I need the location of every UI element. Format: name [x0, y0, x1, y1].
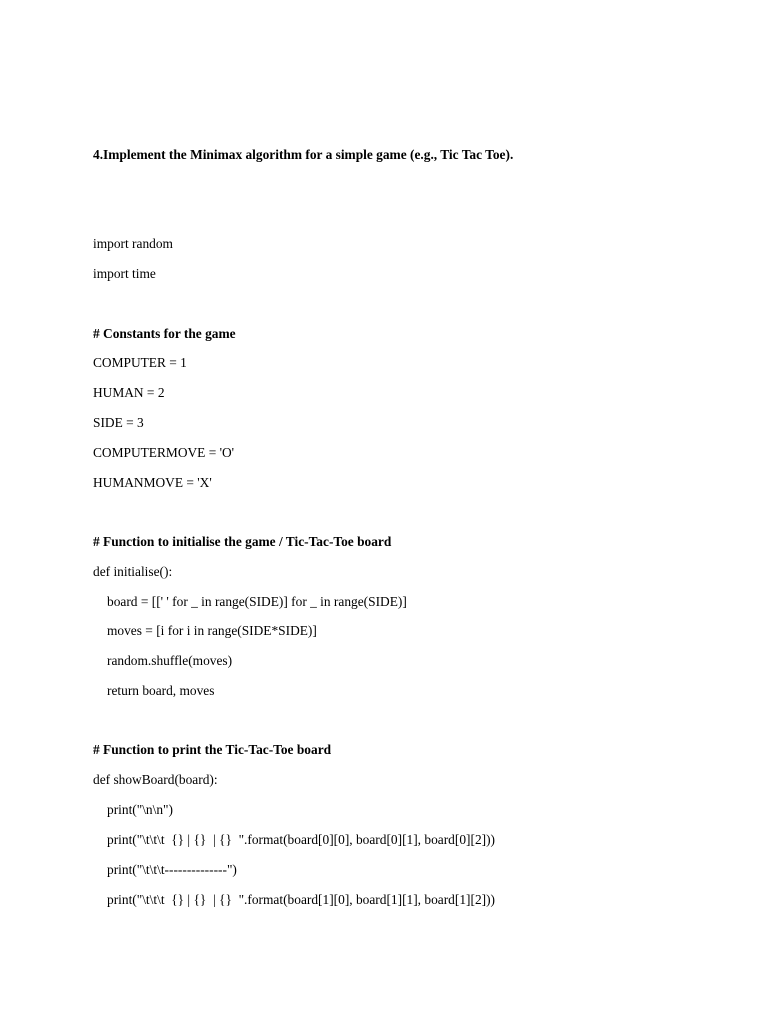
- code-line: print("\n\n"): [107, 802, 173, 817]
- code-line: return board, moves: [107, 683, 215, 698]
- code-line: HUMANMOVE = 'X': [93, 475, 212, 490]
- document-heading: 4.Implement the Minimax algorithm for a simple game (e.g., Tic Tac Toe).: [93, 147, 514, 162]
- code-line: random.shuffle(moves): [107, 653, 233, 668]
- code-line: SIDE = 3: [93, 415, 144, 430]
- code-line: COMPUTER = 1: [93, 355, 187, 370]
- code-line: moves = [i for i in range(SIDE*SIDE)]: [107, 623, 317, 638]
- code-comment: # Function to initialise the game / Tic-Tac-Toe board: [93, 534, 392, 549]
- code-line: print("\t\t\t {} | {} | {} ".format(board[1][0], board[1][1], board[1][2])): [107, 892, 496, 907]
- code-line: import time: [93, 266, 156, 281]
- code-line: HUMAN = 2: [93, 385, 165, 400]
- code-line: import random: [93, 236, 173, 251]
- code-comment: # Function to print the Tic-Tac-Toe board: [93, 742, 332, 757]
- code-line: COMPUTERMOVE = 'O': [93, 445, 235, 460]
- code-line: def showBoard(board):: [93, 772, 218, 787]
- code-line: board = [[' ' for _ in range(SIDE)] for _ in range(SIDE)]: [107, 594, 407, 609]
- code-line: def initialise():: [93, 564, 173, 579]
- code-line: print("\t\t\t--------------"): [107, 862, 237, 877]
- code-comment: # Constants for the game: [93, 326, 236, 341]
- code-line: print("\t\t\t {} | {} | {} ".format(board[0][0], board[0][1], board[0][2])): [107, 832, 496, 847]
